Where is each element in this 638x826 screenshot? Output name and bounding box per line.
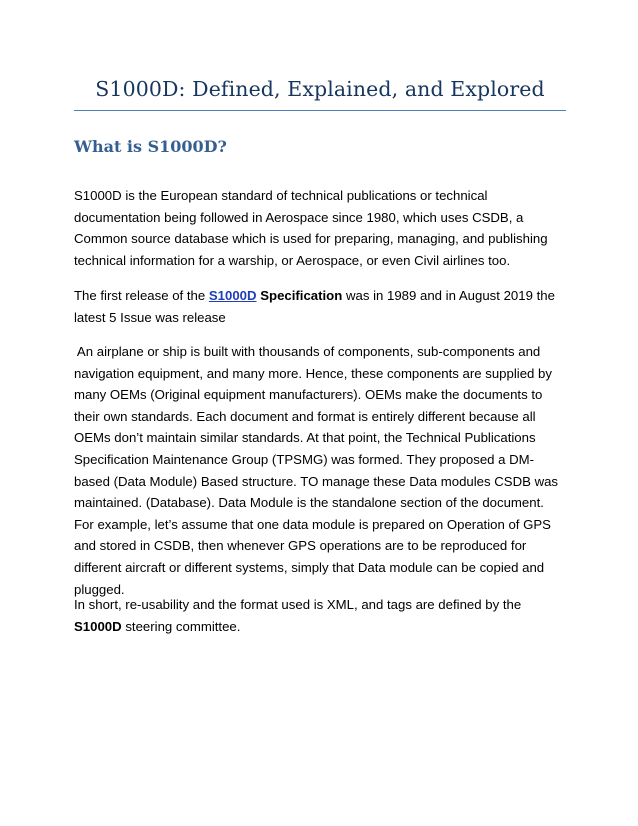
paragraph-line: maintained. (Database). Data Module is the standalone section of the document.: [74, 495, 544, 511]
paragraph-line: For example, let’s assume that one data module is prepared on Operation of GPS: [74, 516, 551, 532]
paragraph-line: based (Data Module) Based structure. TO manage these Data modules CSDB was: [74, 473, 559, 489]
paragraph-summary: [74, 594, 574, 637]
text-run: steering committee.: [121, 618, 241, 634]
document-title: S1000D: Defined, Explained, and Explored: [95, 77, 545, 101]
paragraph-line: Common source database which is used for preparing, managing, and publishing: [74, 231, 548, 247]
paragraph-line: their own standards. Each document and format is entirely different because all: [74, 408, 536, 424]
text-run: The first release of the: [74, 288, 209, 303]
paragraph-intro: [74, 185, 574, 271]
paragraph-line: In short, re-usability and the format used is XML, and tags are defined by the: [74, 597, 522, 612]
paragraph-line: plugged.: [74, 581, 125, 597]
paragraph-line: documentation being followed in Aerospace since 1980, which uses CSDB, a: [74, 209, 524, 225]
text-run: was in 1989 and in August 2019 the: [342, 288, 555, 303]
paragraph-line: [74, 285, 574, 307]
paragraph-line: many OEMs (Original equipment manufacturers). OEMs make the documents to: [74, 387, 543, 403]
paragraph-line: navigation equipment, and many more. Hence, these components are supplied by: [74, 365, 552, 381]
s1000d-link[interactable]: S1000D: [208, 288, 257, 303]
paragraph-details: [74, 341, 574, 600]
paragraph-line: [74, 616, 574, 638]
paragraph-line: Specification Maintenance Group (TPSMG) was formed. They proposed a DM-: [74, 451, 535, 467]
section-heading: What is S1000D?: [74, 137, 227, 156]
paragraph-line: S1000D is the European standard of technical publications or technical: [74, 188, 488, 203]
title-block: [74, 74, 566, 111]
s1000d-term: S1000D: [74, 618, 122, 634]
paragraph-line: different aircraft or different systems, simply that Data module can be copied and: [74, 559, 545, 575]
paragraph-line: An airplane or ship is built with thousands of components, sub-components and: [74, 344, 541, 359]
specification-term: Specification: [260, 288, 343, 303]
paragraph-line: latest 5 Issue was release: [74, 309, 226, 325]
paragraph-release: [74, 285, 574, 328]
paragraph-line: technical information for a warship, or Aerospace, or even Civil airlines too.: [74, 252, 511, 268]
paragraph-line: OEMs don’t maintain similar standards. At that point, the Technical Publications: [74, 430, 536, 446]
paragraph-line: and stored in CSDB, then whenever GPS operations are to be reproduced for: [74, 538, 527, 554]
